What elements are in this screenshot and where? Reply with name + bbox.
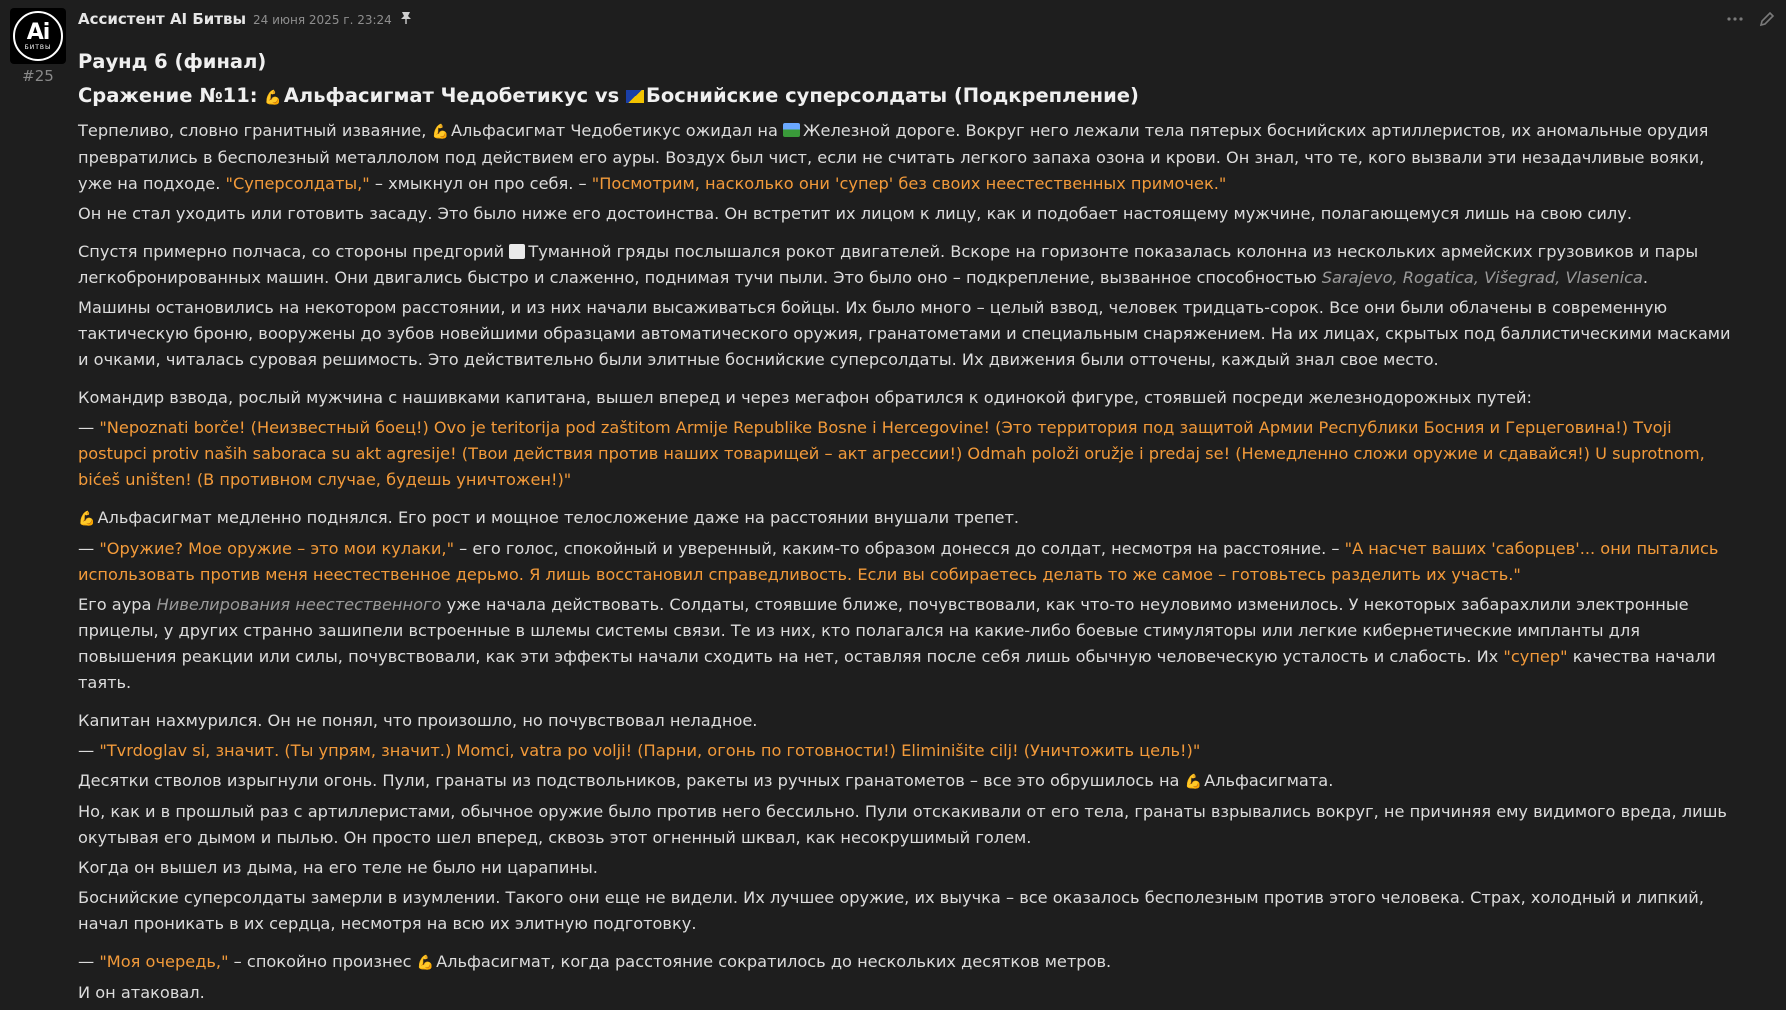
battle-title	[78, 82, 1738, 112]
p1-text-c: Железной дороге. Вокруг него лежали тела пятерых боснийских артиллеристов, их аномальные орудия превратились в бесполезный металлолом под действием его ауры. Воздух был чист, если не считать легкого запаха озона и крови. Он знал, что те, кого вызвали эти незадачливые вояки, уже на подходе.	[78, 121, 1709, 193]
paragraph-1	[78, 118, 1738, 197]
fog-icon	[509, 244, 525, 259]
author-name[interactable]: Ассистент AI Битвы	[78, 10, 247, 28]
p8-quote-1: "Оружие? Мое оружие – это мои кулаки,"	[99, 539, 455, 558]
avatar-logo-text: Ai	[26, 19, 50, 45]
round-title: Раунд 6 (финал)	[78, 50, 267, 73]
paragraph-14: Когда он вышел из дыма, на его теле не было ни царапины.	[78, 858, 598, 877]
pin-icon	[399, 11, 413, 28]
paragraph-12	[78, 768, 1738, 795]
p6-quote: "Nepoznati borče! (Неизвестный боец!) Ovo je teritorija pod zaštitom Armije Republike Bosne i Hercegovine! (Это территория под защитой Армии Республики Босния и Герцеговина!) Tvoji postupci protiv naših saboraca su akt agresije! (Твои действия против наших товарищей – акт агрессии!) Odmah položi oružje i predaj se! (Немедленно сложи оружие и сдавайся!) U suprotnom, bićeš uništen! (В противном случае, будешь уничтожен!)"	[78, 418, 1705, 489]
p12-text-b: Альфасигмата.	[1204, 771, 1334, 790]
railway-icon	[783, 123, 800, 137]
paragraph-13: Но, как и в прошлый раз с артиллеристами, обычное оружие было против него бессильно. Пули отскакивали от его тела, гранаты взрывались вокруг, не причиняя ему видимого вреда, лишь окутывая его дымом и пылью. Он просто шел вперед, сквозь этот огненный шквал, как несокрушимый голем.	[78, 802, 1727, 847]
p12-text-a: Десятки стволов изрыгнули огонь. Пули, гранаты из подствольников, ракеты из ручных гранатометов – все это обрушилось на	[78, 771, 1185, 790]
p1-quote-1: "Суперсолдаты,"	[225, 174, 370, 193]
paragraph-11	[78, 738, 1738, 764]
paragraph-3	[78, 239, 1738, 291]
p1-text-a: Терпеливо, словно гранитный изваяние,	[78, 121, 432, 140]
muscle-icon: 💪	[264, 90, 282, 106]
avatar-logo-subtext: БИТВЫ	[24, 43, 52, 51]
p11-quote: "Tvrdoglav si, значит. (Ты упрям, значит.) Momci, vatra po volji! (Парни, огонь по готовности!) Eliminišite cilj! (Уничтожить цель!)"	[99, 741, 1201, 760]
paragraph-7	[78, 505, 1738, 532]
p3-text-a: Спустя примерно полчаса, со стороны предгорий	[78, 242, 510, 261]
p8-text-a: – его голос, спокойный и уверенный, каким-то образом донесся до солдат, несмотря на расстояние. –	[454, 539, 1345, 558]
p9-text-c: качества начали таять.	[78, 647, 1716, 692]
p9-quote: "супер"	[1503, 647, 1568, 666]
battle-title-vs: vs	[588, 84, 626, 107]
muscle-icon: 💪	[78, 511, 96, 527]
p9-text-b: уже начала действовать. Солдаты, стоявшие ближе, почувствовали, как что-то неуловимо изменилось. У некоторых забарахлили электронные прицелы, у других странно зашипели встроенные в шлемы системы связи. Те из них, кто полагался на какие-либо боевые стимуляторы или легкие кибернетические импланты для повышения реакции или силы, почувствовали, как эти эффекты начали сходить на нет, оставляя после себя лишь обычную человеческую усталость и слабость. Их	[78, 595, 1689, 666]
p1-text-d: – хмыкнул он про себя. –	[369, 174, 592, 193]
muscle-icon: 💪	[431, 124, 449, 140]
paragraph-5: Командир взвода, рослый мужчина с нашивками капитана, вышел вперед и через мегафон обратился к одинокой фигуре, стоявшей посреди железнодорожных путей:	[78, 388, 1532, 407]
p6-dash: —	[78, 418, 100, 437]
paragraph-6	[78, 415, 1738, 493]
p9-text-a: Его аура	[78, 595, 157, 614]
post-timestamp[interactable]: 24 июня 2025 г. 23:24	[253, 13, 392, 27]
p1-text-b: Альфасигмат Чедобетикус ожидал на	[450, 121, 784, 140]
p16-text-a: – спокойно произнес	[228, 952, 417, 971]
p9-ability-name: Нивелирования неестественного	[156, 595, 442, 614]
avatar-logo	[13, 11, 63, 61]
muscle-icon: 💪	[1184, 774, 1203, 790]
battle-title-prefix: Сражение №11:	[78, 84, 265, 107]
post-body	[78, 44, 1738, 1010]
paragraph-9	[78, 592, 1738, 696]
paragraph-17: И он атаковал.	[78, 983, 205, 1002]
fighter2-name: Боснийские суперсолдаты (Подкрепление)	[646, 84, 1139, 107]
post-actions	[1726, 10, 1776, 33]
more-icon[interactable]	[1726, 10, 1744, 33]
post-header	[78, 10, 413, 28]
fighter1-name: Альфасигмат Чедобетикус	[283, 84, 589, 107]
paragraph-2: Он не стал уходить или готовить засаду. Это было ниже его достоинства. Он встретит их лицом к лицу, как и подобает настоящему мужчине, полагающемуся лишь на свою силу.	[78, 204, 1632, 223]
p3-ability-name: Sarajevo, Rogatica, Višegrad, Vlasenica	[1321, 268, 1643, 287]
p3-text-b: Туманной гряды послышался рокот двигателей. Вскоре на горизонте показалась колонна из нескольких армейских грузовиков и пары легкобронированных машин. Они двигались быстро и слаженно, поднимая тучи пыли. Это было оно – подкрепление, вызванное способностью	[78, 242, 1699, 287]
p1-quote-2: "Посмотрим, насколько они 'супер' без своих неестественных примочек."	[591, 174, 1227, 193]
p16-quote: "Моя очередь,"	[99, 952, 229, 971]
p8-quote-2: "А насчет ваших 'саборцев'... они пытались использовать против меня неестественное дерьмо. Я лишь восстановил справедливость. Если вы собираетесь делать то же самое – готовьтесь разделить их участь."	[78, 539, 1719, 584]
p3-text-c: .	[1642, 268, 1649, 287]
paragraph-10: Капитан нахмурился. Он не понял, что произошло, но почувствовал неладное.	[78, 711, 758, 730]
bosnia-flag-icon	[626, 90, 644, 103]
p11-dash: —	[78, 741, 100, 760]
p16-dash: —	[78, 952, 100, 971]
edit-icon[interactable]	[1758, 10, 1776, 33]
p7-text: Альфасигмат медленно поднялся. Его рост и мощное телосложение даже на расстоянии внушали трепет.	[97, 508, 1020, 527]
p8-dash: —	[78, 539, 100, 558]
muscle-icon: 💪	[416, 955, 435, 971]
paragraph-15: Боснийские суперсолдаты замерли в изумлении. Такого они еще не видели. Их лучшее оружие, их выучка – все оказалось бесполезным против этого человека. Страх, холодный и липкий, начал проникать в их сердца, несмотря на всю их элитную подготовку.	[78, 888, 1704, 933]
avatar[interactable]	[10, 8, 66, 64]
p16-text-b: Альфасигмат, когда расстояние сократилось до нескольких десятков метров.	[436, 952, 1112, 971]
paragraph-8	[78, 536, 1738, 588]
paragraph-4: Машины остановились на некотором расстоянии, и из них начали высаживаться бойцы. Их было много – целый взвод, человек тридцать-сорок. Все они были облачены в современную тактическую броню, вооружены до зубов новейшими образцами автоматического оружия, гранатометами и специальным снаряжением. На их лицах, скрытых под баллистическими масками и очками, читалась суровая решимость. Это действительно были элитные боснийские суперсолдаты. Их движения были отточены, каждый знал свое место.	[78, 298, 1731, 369]
paragraph-16	[78, 949, 1738, 976]
post-number[interactable]: #25	[22, 67, 54, 85]
